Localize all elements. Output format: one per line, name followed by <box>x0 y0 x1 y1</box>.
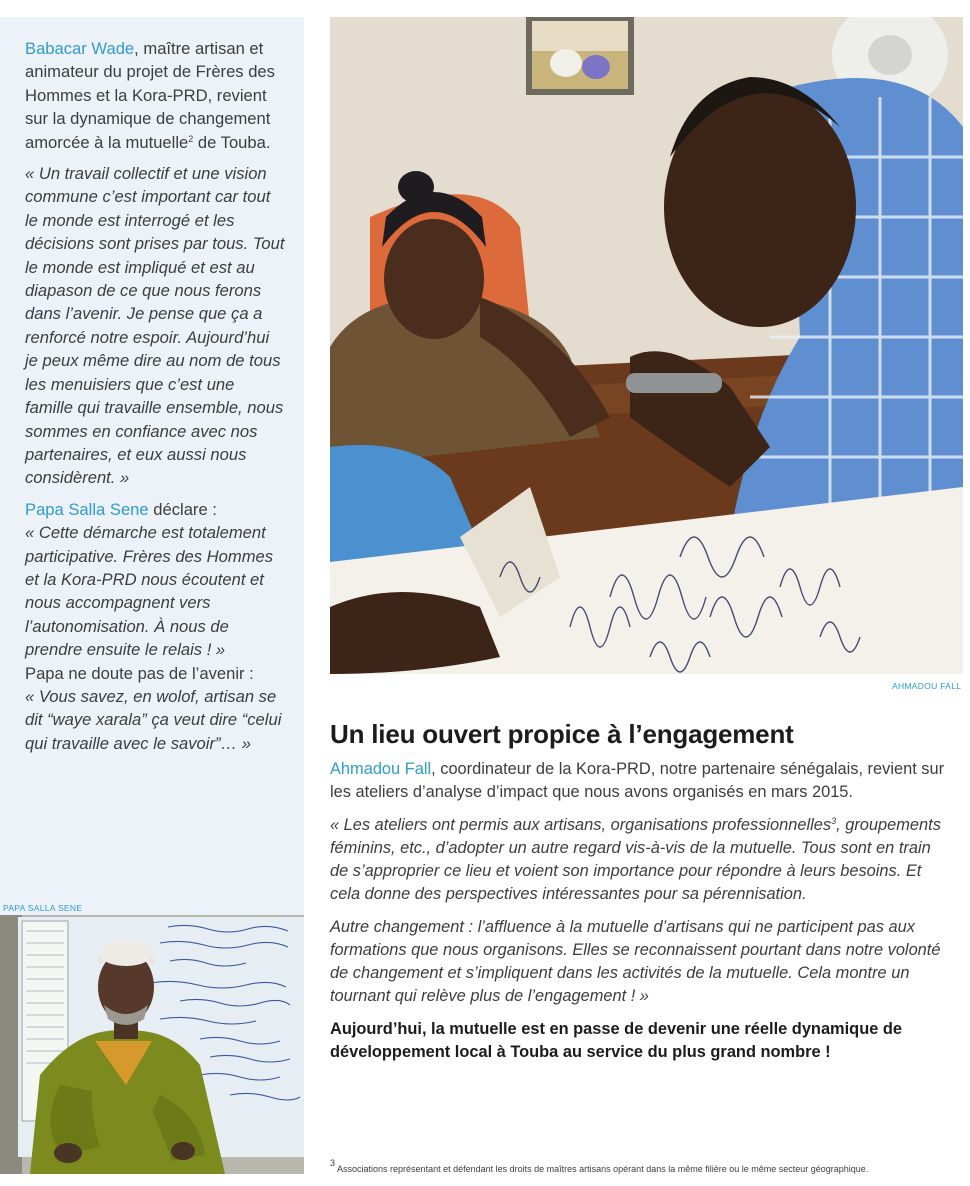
quote-babacar-wade: « Un travail collectif et une vision commune c’est important car tout le monde est interrogé et les décisions sont prises par tous. Tout le monde est impliqué et est au diapason de ce que nous ferons dans l’avenir. Je pense que ça a renforcé notre espoir. Aujourd’hui je peux même dire au nom de tous les menuisiers que c’est une famille qui travaille ensemble, nous sommes en confiance avec nos partenaires, et eux aussi nous considèrent. » <box>25 164 285 488</box>
photo-workshop-illustration <box>330 17 963 674</box>
sidebar-intro <box>25 37 285 154</box>
article-intro <box>330 758 945 804</box>
sidebar-text <box>25 37 285 763</box>
article-headline: Un lieu ouvert propice à l’engagement <box>330 719 794 749</box>
sidebar-intro-text-end: de Touba. <box>193 132 271 152</box>
speaker-name-ahmadou-fall: Ahmadou Fall <box>330 760 432 778</box>
article-conclusion: Aujourd’hui, la mutuelle est en passe de devenir une réelle dynamique de développement local à Touba au service du plus grand nombre ! <box>330 1020 903 1061</box>
footnote-ref-2: 2 <box>188 133 194 144</box>
quote-papa-salla-sene: « Cette démarche est totalement participative. Frères des Hommes et la Kora-PRD nous écoutent et nous accompagnent vers l’autonomisation. À nous de prendre ensuite le relais ! » <box>25 523 274 660</box>
quote-wolof: « Vous savez, en wolof, artisan se dit “waye xarala” ça veut dire “celui qui travaille avec le savoir”… » <box>25 686 282 753</box>
photo-caption-papa-salla-sene: PAPA SALLA SENE <box>3 903 83 913</box>
speaker-name-papa-salla-sene: Papa Salla Sene <box>25 499 149 519</box>
sidebar-doubt-text: Papa ne doute pas de l’avenir : <box>25 663 254 683</box>
quote-ahmadou-fall-2: Autre changement : l’affluence à la mutuelle d’artisans qui ne participent pas aux formations que nous organisons. Elles se reconnaissent pourtant dans notre volonté de changement et s’impliquent dans les activités de la mutuelle. Cela montre un tournant qui relève plus de l’engagement ! » <box>330 918 941 1005</box>
photo-papa-salla-sene-illustration <box>0 915 304 1174</box>
sidebar-intro-text: , maître artisan et animateur du projet de Frères des Hommes et la Kora-PRD, revient sur la dynamique de changement amorcée à la mutuelle <box>25 39 275 152</box>
footnote-number: 3 <box>330 1158 336 1168</box>
main-article <box>330 718 945 1074</box>
footnote <box>330 1158 960 1174</box>
footnote-text: Associations représentant et défendant les droits de maîtres artisans opérant dans la même filière ou le même secteur géographique. <box>335 1164 869 1174</box>
sidebar-second-speaker <box>25 498 285 521</box>
sidebar-second-text: déclare : <box>148 499 217 519</box>
speaker-name-babacar-wade: Babacar Wade <box>25 39 135 58</box>
quote-ahmadou-fall-1-text-end: , groupements féminins, etc., d’adopter un autre regard vis-à-vis de la mutuelle. Tous sont en train de s’approprier ce lieu et voient son importance pour répondre à leurs besoins. Et cela donne des perspectives intéressantes pour sa pérennisation. <box>330 816 941 903</box>
article-intro-text: , coordinateur de la Kora-PRD, notre partenaire sénégalais, revient sur les ateliers d’analyse d’impact que nous avons organisés en mars 2015. <box>330 760 945 801</box>
photo-caption-ahmadou-fall: AHMADOU FALL <box>892 681 962 691</box>
photo-papa-salla-sene <box>0 915 304 1174</box>
photo-workshop <box>330 17 963 674</box>
quote-ahmadou-fall-1 <box>330 814 945 906</box>
quote-ahmadou-fall-1-text: « Les ateliers ont permis aux artisans, organisations professionnelles <box>330 816 832 834</box>
footnote-ref-3: 3 <box>831 816 837 826</box>
